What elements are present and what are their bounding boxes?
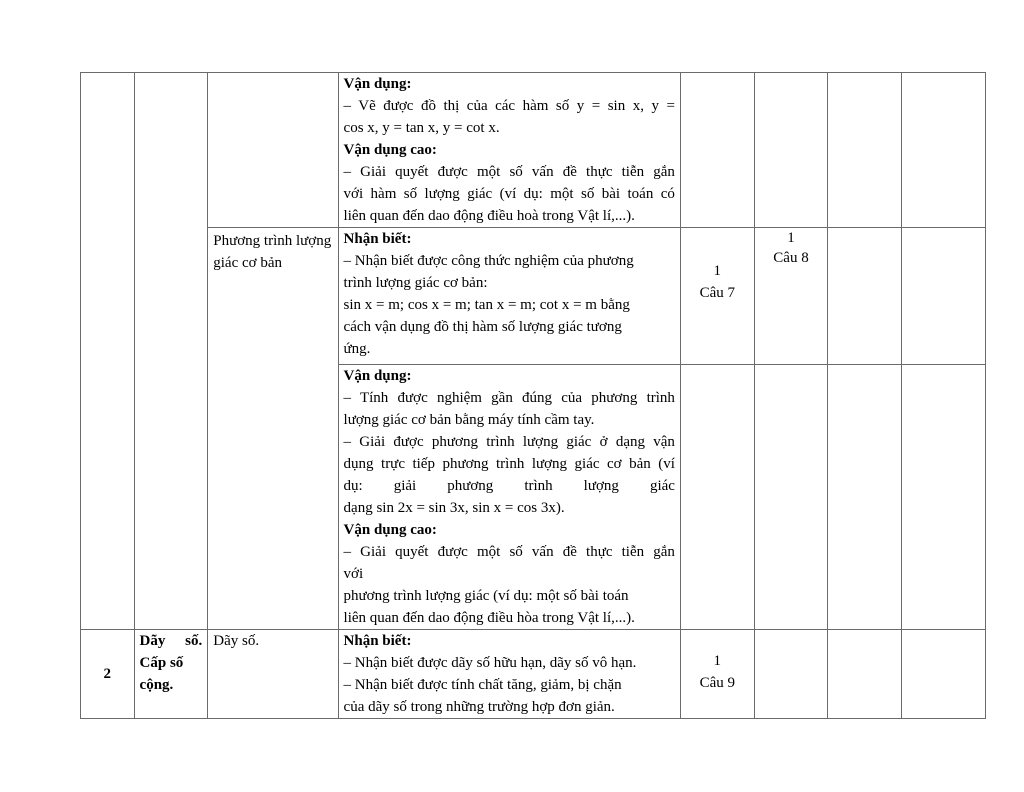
description-line: của dãy số trong những trường hợp đơn giản. <box>343 699 615 715</box>
van-dung-cao-cell <box>902 365 986 630</box>
content-text: Dãy số. <box>213 633 260 649</box>
van-dung-cell <box>828 630 902 719</box>
description-line: cách vận dụng đồ thị hàm số lượng giác tương <box>343 319 622 335</box>
level-heading: Nhận biết: <box>343 633 412 649</box>
van-dung-cao-cell <box>902 630 986 719</box>
nhan-biet-cell <box>680 365 754 630</box>
content-cell <box>208 228 338 630</box>
stt-number: 2 <box>103 666 112 682</box>
description-line: – Vẽ được đồ thị của các hàm số y = sin x, y = <box>343 98 675 114</box>
description-line: ứng. <box>343 341 371 357</box>
description-line: với <box>343 566 364 582</box>
description-line: liên quan đến dao động điều hòa trong Vật lí,...). <box>343 610 635 626</box>
nhan-biet-cell <box>680 73 754 228</box>
description-cell <box>338 73 680 228</box>
van-dung-cell <box>828 228 902 365</box>
description-cell <box>338 630 680 719</box>
question-count: 1 <box>713 653 722 669</box>
description-line: – Nhận biết được tính chất tăng, giảm, bị chặn <box>343 677 622 693</box>
content-text: Phương trình lượng giác cơ bản <box>213 233 332 271</box>
nhan-biet-cell <box>680 630 754 719</box>
question-label: Câu 7 <box>699 285 735 301</box>
question-label: Câu 8 <box>773 250 809 266</box>
stt-cell <box>81 73 135 630</box>
thong-hieu-cell <box>754 630 828 719</box>
topic-line: Cấp số <box>139 655 184 671</box>
level-heading: Vận dụng cao: <box>343 522 437 538</box>
description-line: với hàm số lượng giác (ví dụ: một số bài toán có <box>343 186 675 202</box>
van-dung-cao-cell <box>902 228 986 365</box>
nhan-biet-cell <box>680 228 754 365</box>
van-dung-cell <box>828 365 902 630</box>
description-line: trình lượng giác cơ bản: <box>343 275 488 291</box>
description-line: phương trình lượng giác (ví dụ: một số bài toán <box>343 588 629 604</box>
description-line: – Nhận biết được công thức nghiệm của phương <box>343 253 634 269</box>
table-row <box>81 73 986 228</box>
topic-line: cộng. <box>139 677 174 693</box>
level-heading: Vận dụng: <box>343 76 412 92</box>
level-heading: Vận dụng: <box>343 368 412 384</box>
table-row <box>81 630 986 719</box>
description-cell <box>338 228 680 365</box>
description-cell <box>338 365 680 630</box>
content-cell <box>208 73 338 228</box>
description-line: cos x, y = tan x, y = cot x. <box>343 120 500 136</box>
description-line: dụng trực tiếp phương trình lượng giác cơ bản (ví <box>343 456 675 472</box>
content-cell <box>208 630 338 719</box>
description-line: – Tính được nghiệm gần đúng của phương trình <box>343 390 675 406</box>
description-line: dụ: giải phương trình lượng giác <box>343 478 675 494</box>
specification-table <box>80 72 986 719</box>
question-label: Câu 9 <box>699 675 735 691</box>
description-line: – Giải được phương trình lượng giác ở dạng vận <box>343 434 675 450</box>
thong-hieu-cell <box>754 73 828 228</box>
question-count: 1 <box>713 263 722 279</box>
van-dung-cao-cell <box>902 73 986 228</box>
level-heading: Nhận biết: <box>343 231 412 247</box>
description-line: dạng sin 2x = sin 3x, sin x = cos 3x). <box>343 500 565 516</box>
description-line: – Giải quyết được một số vấn đề thực tiễn gắn <box>343 164 675 180</box>
question-count: 1 <box>787 230 795 246</box>
thong-hieu-cell <box>754 365 828 630</box>
thong-hieu-cell <box>754 228 828 365</box>
topic-cell <box>134 630 208 719</box>
topic-line: Dãy số. <box>139 633 203 649</box>
description-line: sin x = m; cos x = m; tan x = m; cot x = m bằng <box>343 297 630 313</box>
description-line: lượng giác cơ bản bằng máy tính cầm tay. <box>343 412 595 428</box>
topic-cell <box>134 73 208 630</box>
stt-cell <box>81 630 135 719</box>
table-row <box>81 228 986 365</box>
level-heading: Vận dụng cao: <box>343 142 437 158</box>
van-dung-cell <box>828 73 902 228</box>
description-line: – Giải quyết được một số vấn đề thực tiễn gắn <box>343 544 675 560</box>
description-line: liên quan đến dao động điều hoà trong Vật lí,...). <box>343 208 635 224</box>
description-line: – Nhận biết được dãy số hữu hạn, dãy số vô hạn. <box>343 655 637 671</box>
